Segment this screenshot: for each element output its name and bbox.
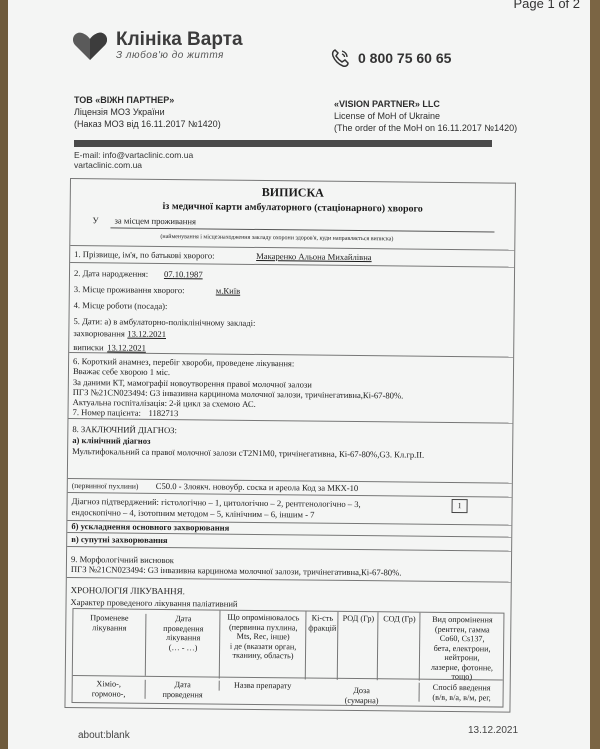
field-discharge-label: виписки [73,342,104,353]
header-radiation-type: Вид опромінення (рентген, гамма Со60, Cs137, бета, електрони, нейтрони, лазерне, фотонне, тощо) [419,613,505,682]
field-name-label: 1. Прізвище, ім'я, по батькові хворого: [74,249,215,261]
fields-6-7 [68,352,513,424]
company-ua-license: Ліцензія МОЗ України [74,107,165,117]
contacts [74,150,193,170]
primary-tumor-label: (первинної пухлини) [71,481,139,491]
contact-email: E-mail: info@vartaclinic.com.ua [74,150,194,160]
to-value: за місцем проживання [114,215,197,227]
to-note: (найменування і місцезнаходження закладу охорони здоров'я, куди направляється виписка) [160,233,394,243]
field-diagnosis-label: 8. ЗАКЛЮЧНИЙ ДІАГНОЗ: [72,424,177,436]
fields-2-5 [69,262,514,358]
phone-icon [330,48,350,68]
chronology-section [65,577,510,712]
field-patient-number-value: 1182713 [148,407,179,419]
medical-extract-form [64,178,516,713]
company-en-order: (The order of the MoH on 16.11.2017 №1420) [334,123,518,133]
anamnesis-line-1: Вважає себе хворою 1 міс. [72,366,171,378]
confirmation-line-2: ендоскопічно – 4, ізотопним методом – 5, клінічним – 6, іншим - 7 [71,507,315,520]
phone-number: 0 800 75 60 65 [358,50,452,66]
field-name-value: Макаренко Альона Михайлівна [256,250,372,263]
confirmation-line-1: Діагноз підтверджений: гістологічно – 1, цитологічно – 2, рентгенологічно – 3, [71,496,361,510]
row-chemo-date: Дата проведення [145,680,220,700]
field-patient-number-label: 7. Номер пацієнта: [72,407,141,418]
company-ua [74,94,221,130]
company-ua-name: ТОВ «ВІЖН ПАРТНЕР» [74,95,175,105]
header-irradiated: Що опромінювалось (первинна пухлина, Mts, Rec, інше) і де (вказати орган, тканину, область) [219,611,307,680]
anamnesis-line-3: ПГЗ №21CN023494: G3 інвазивна карцинома молочної залози, тричінегативна,Кі-67-80%. [72,387,404,401]
company-en-license: License of MoH of Ukraine [334,111,441,121]
anamnesis-line-2: За даними КТ, мамографії новоутворення правої молочної залози [72,377,312,390]
company-en-name: «VISION PARTNER» LLC [334,99,440,109]
table-surface [590,0,600,749]
header-divider [74,140,492,147]
heart-logo-icon [72,31,108,61]
header-rod: РОД (Гр) [337,612,379,680]
complications-label: б) ускладнення основного захворювання [71,521,230,533]
header-fractions: Кі-сть фракцій [305,611,339,679]
field-work-label: 4. Місце роботи (посада): [73,300,168,312]
field-residence-value: м.Київ [215,285,241,296]
company-en [334,98,517,134]
field-dates-label: 5. Дати: а) в амбулаторно-поліклінічному закладі: [73,316,256,328]
to-prefix: У [92,215,99,226]
row-chemo: Хіміо-, гормоно-, [91,679,126,699]
morphology-label: 9. Морфологічний висновок [70,554,175,566]
comorbidities-label: в) супутні захворювання [71,534,168,546]
morphology-value: ПГЗ №21CN023494: G3 інвазивна карцинома молочної залози, тричінегативна,Кі-67-80%. [70,564,402,578]
clinical-diagnosis-value: Мультифокальний са правої молочної залози сT2N1M0, тричінегативна, Кі-67-80%,G3. Кл.гр.ІІ. [72,446,425,460]
header-radiation: Променеве лікування [90,613,129,633]
company-ua-order: (Наказ МОЗ від 16.11.2017 №1420) [74,119,221,129]
row-chemo-dose: Доза (сумарна) [344,685,379,705]
form-subtitle: із медичної карти амбулаторного (стаціонарного) хворого [162,200,423,215]
header-sod: СОД (Гр) [377,612,421,680]
clinic-logo [72,30,243,61]
clinical-diagnosis-label: а) клінічний діагноз [72,435,151,446]
header-date: Дата проведення лікування (… - …) [145,614,221,677]
page-number: Page 1 of 2 [513,0,580,11]
anamnesis-line-4: Актуальна госпіталізація: 2-й цикл за схемою АС. [72,397,256,409]
chronology-title: ХРОНОЛОГІЯ ЛІКУВАННЯ. [70,585,185,597]
form-header [70,179,515,251]
field-birth-label: 2. Дата народження: [73,268,149,279]
field-discharge-value: 13.12.2021 [107,342,146,353]
field-admit-label: захворювання [73,328,125,339]
treatment-table [72,608,505,708]
footer-url: about:blank [78,730,130,741]
clinic-slogan: З любов'ю до життя [116,50,224,61]
row-chemo-drug: Назва препарату [219,681,306,691]
field-residence-label: 3. Місце проживання хворого: [73,284,185,296]
document-page [8,0,590,749]
field-diagnosis [68,418,513,484]
clinic-name: Клініка Варта [116,29,243,50]
footer-date: 13.12.2021 [468,725,519,736]
field-anamnesis-label: 6. Короткий анамнез, перебіг хвороби, проведене лікування: [73,356,295,369]
primary-tumor-value: C50.0 - Злоякч. новоубр. соска и ареола Код за МКХ-10 [155,480,359,494]
field-admit-value: 13.12.2021 [127,328,167,340]
form-title: ВИПИСКА [261,185,324,200]
confirmation-code-box: 1 [452,499,468,513]
row-chemo-route: Спосіб введення (в/в, в/а, в/м, рег, [419,683,504,703]
chronology-subtitle: Характер проведеного лікування паліативний [70,597,238,609]
field-birth-value: 07.10.1987 [163,268,203,280]
contact-site: vartaclinic.com.ua [74,160,143,170]
phone-block [330,48,451,68]
